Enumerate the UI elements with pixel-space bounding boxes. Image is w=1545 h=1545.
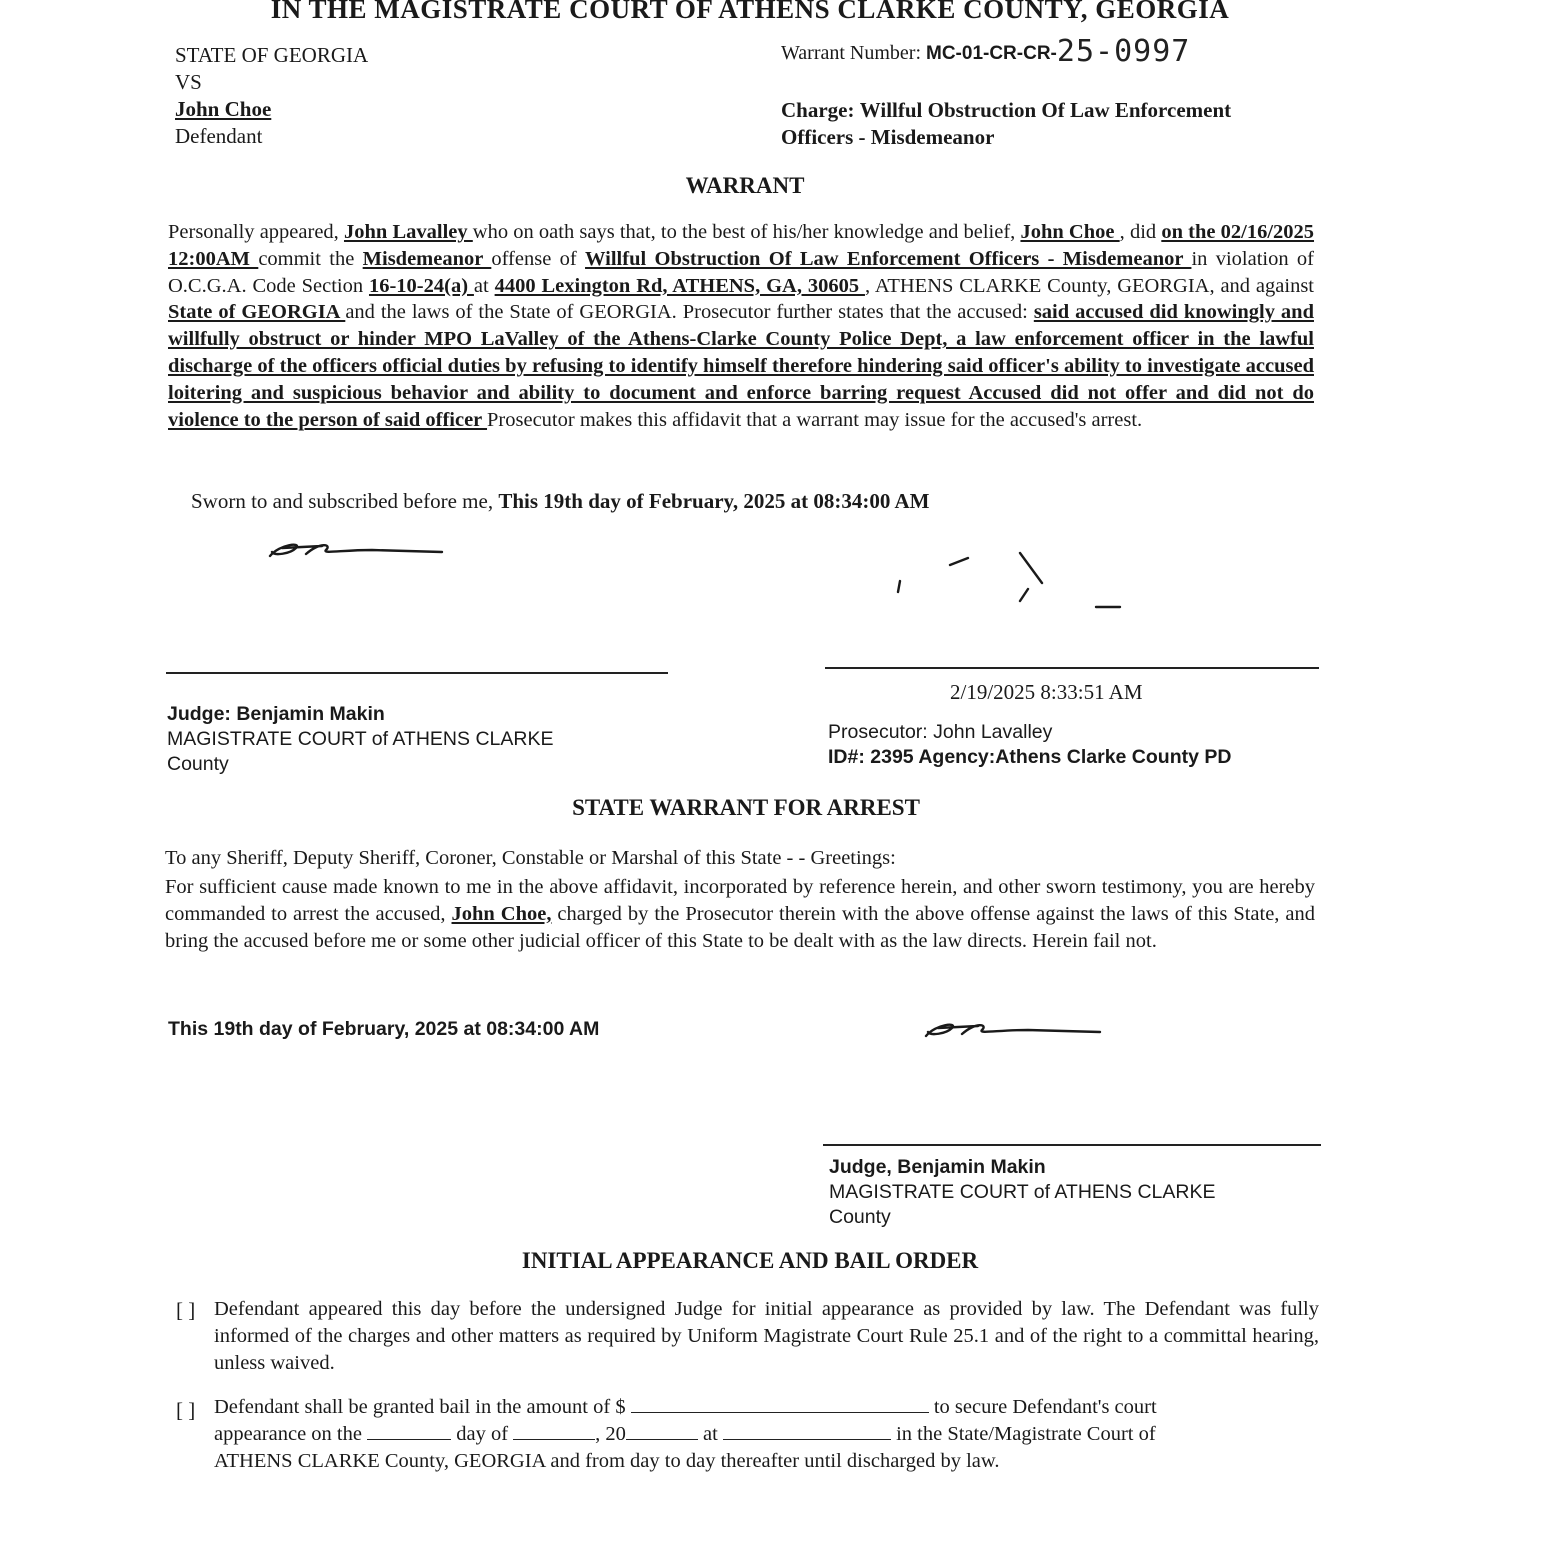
offense-name: Willful Obstruction Of Law Enforcement Officers - Misdemeanor xyxy=(585,247,1192,270)
bail-amount-field[interactable] xyxy=(631,1394,929,1413)
charge-block xyxy=(781,97,1321,151)
warrant-heading: WARRANT xyxy=(685,173,805,198)
judge-county: County xyxy=(167,753,229,775)
affidavit-text: , did xyxy=(1119,221,1162,243)
affidavit-text: and the laws of the State of GEORGIA. Prosecutor further states that the accused: xyxy=(345,301,1034,324)
affidavit-text: offense of xyxy=(491,247,586,270)
warrant-number-label: Warrant Number: xyxy=(781,42,921,64)
bail-granted-checkbox[interactable]: [ ] xyxy=(176,1398,196,1422)
bail-text: Defendant shall be granted bail in the amount of $ xyxy=(214,1396,626,1418)
appearance-time-field[interactable] xyxy=(723,1421,891,1440)
state-party: STATE OF GEORGIA xyxy=(175,43,369,67)
code-section: 16-10-24(a) xyxy=(368,274,474,297)
affidavit-text: at xyxy=(473,274,495,297)
case-caption-left xyxy=(175,42,368,150)
bail-text: at xyxy=(703,1422,718,1445)
bail-text: , 20 xyxy=(595,1422,626,1445)
accused-name: John Choe xyxy=(1020,221,1120,243)
versus-label: VS xyxy=(175,70,202,94)
warrant-number xyxy=(781,34,1190,69)
judge-signature-line xyxy=(166,672,668,674)
bail-text: appearance on the xyxy=(214,1422,362,1445)
judge-name: Judge: Benjamin Makin xyxy=(167,703,385,725)
arrest-judge-name: Judge, Benjamin Makin xyxy=(829,1156,1046,1178)
defendant-name: John Choe xyxy=(175,97,272,121)
offense-datetime: on the 02/16/2025 12:00AM xyxy=(168,221,1315,270)
arrest-accused-name: John Choe, xyxy=(451,902,552,925)
sworn-date: This 19th day of February, 2025 at 08:34:00 AM xyxy=(498,489,930,513)
arrest-heading: STATE WARRANT FOR ARREST xyxy=(572,795,920,820)
affidavit-text: , ATHENS CLARKE County, GEORGIA, and against xyxy=(864,274,1314,297)
arrest-judge-signature-line xyxy=(823,1144,1321,1146)
sworn-prefix: Sworn to and subscribed before me, xyxy=(191,489,499,513)
warrant-number-printed: MC-01-CR-CR- xyxy=(926,43,1057,64)
affidavit-text: Personally appeared, xyxy=(168,221,344,243)
initial-appearance-checkbox[interactable]: [ ] xyxy=(176,1298,196,1322)
arrest-judge-signature-block xyxy=(829,1155,1215,1230)
arrest-greeting: To any Sheriff, Deputy Sheriff, Coroner, Constable or Marshal of this State - - Greetings: xyxy=(165,847,896,869)
accused-facts: said accused did knowingly and willfully obstruct or hinder MPO LaValley of the Athens-Clarke County Police Dept, a law enforcement officer in the lawful discharge of the officers official duties by refusing to identify himself therefore hindering said officer's ability to investigate accused loitering and suspicious behavior and ability to document and enforce barring request Accused did not offer and did not do violence to the person of said officer xyxy=(168,301,1314,431)
judge-signature-icon xyxy=(262,534,452,566)
prosecutor-name: Prosecutor: John Lavalley xyxy=(828,721,1053,743)
warrant-affidavit-paragraph xyxy=(168,219,1314,433)
against-party: State of GEORGIA xyxy=(168,301,346,324)
offense-location: 4400 Lexington Rd, ATHENS, GA, 30605 xyxy=(494,274,865,297)
affiant-name: John Lavalley xyxy=(343,221,473,243)
arrest-judge-court: MAGISTRATE COURT of ATHENS CLARKE xyxy=(829,1181,1216,1203)
offense-class: Misdemeanor xyxy=(362,247,492,270)
charge-line-2: Officers - Misdemeanor xyxy=(781,125,995,149)
prosecutor-id: ID#: 2395 Agency:Athens Clarke County PD xyxy=(828,746,1232,768)
arrest-judge-signature-icon xyxy=(918,1016,1108,1046)
charge-line-1: Willful Obstruction Of Law Enforcement xyxy=(859,98,1232,122)
affidavit-text: Prosecutor makes this affidavit that a warrant may issue for the accused's arrest. xyxy=(487,408,1143,431)
sworn-line xyxy=(191,489,929,514)
affidavit-text: in violation of O.C.G.A. Code Section xyxy=(168,247,1314,297)
affidavit-text: who on oath says that, to the best of his/her knowledge and belief, xyxy=(472,221,1021,243)
prosecutor-timestamp: 2/19/2025 8:33:51 AM xyxy=(950,680,1143,704)
bail-text: day of xyxy=(456,1422,509,1445)
prosecutor-signature-line xyxy=(825,667,1319,669)
charge-label: Charge: xyxy=(781,98,855,122)
appearance-day-field[interactable] xyxy=(367,1421,451,1440)
bail-heading: INITIAL APPEARANCE AND BAIL ORDER xyxy=(521,1248,979,1273)
prosecutor-signature-icon xyxy=(888,545,1128,620)
court-title: IN THE MAGISTRATE COURT OF ATHENS CLARKE COUNTY, GEORGIA xyxy=(270,0,1230,24)
arrest-command-paragraph xyxy=(165,874,1315,954)
bail-text: in the State/Magistrate Court of xyxy=(896,1422,1156,1445)
bail-text: ATHENS CLARKE County, GEORGIA and from day to day thereafter until discharged by law. xyxy=(214,1449,1000,1472)
defendant-label: Defendant xyxy=(175,124,263,148)
appearance-year-field[interactable] xyxy=(626,1421,698,1440)
bail-granted-text xyxy=(214,1394,1319,1474)
bail-text: to secure Defendant's court xyxy=(933,1396,1157,1418)
judge-signature-block xyxy=(167,702,553,777)
arrest-text: For sufficient cause made known to me in the above affidavit, incorporated by reference herein, and other sworn testimony, you are hereby commanded to arrest the accused, xyxy=(165,876,1315,925)
prosecutor-signature-block xyxy=(828,720,1231,770)
arrest-text: charged by the Prosecutor therein with the above offense against the laws of this State, and bring the accused before me or some other judicial officer of this State to be dealt with as the law directs. Herein fail not. xyxy=(165,902,1315,952)
arrest-judge-county: County xyxy=(829,1206,891,1228)
appearance-month-field[interactable] xyxy=(513,1421,595,1440)
judge-court: MAGISTRATE COURT of ATHENS CLARKE xyxy=(167,728,554,750)
initial-appearance-text: Defendant appeared this day before the undersigned Judge for initial appearance as provided by law. The Defendant was fully informed of the charges and other matters as required by Uniform Magistrate Court Rule 25.1 and of the right to a committal hearing, unless waived. xyxy=(214,1298,1319,1374)
warrant-number-handwritten: 25-0997 xyxy=(1056,34,1191,69)
arrest-date-line: This 19th day of February, 2025 at 08:34:00 AM xyxy=(168,1018,600,1040)
affidavit-text: commit the xyxy=(258,247,363,270)
